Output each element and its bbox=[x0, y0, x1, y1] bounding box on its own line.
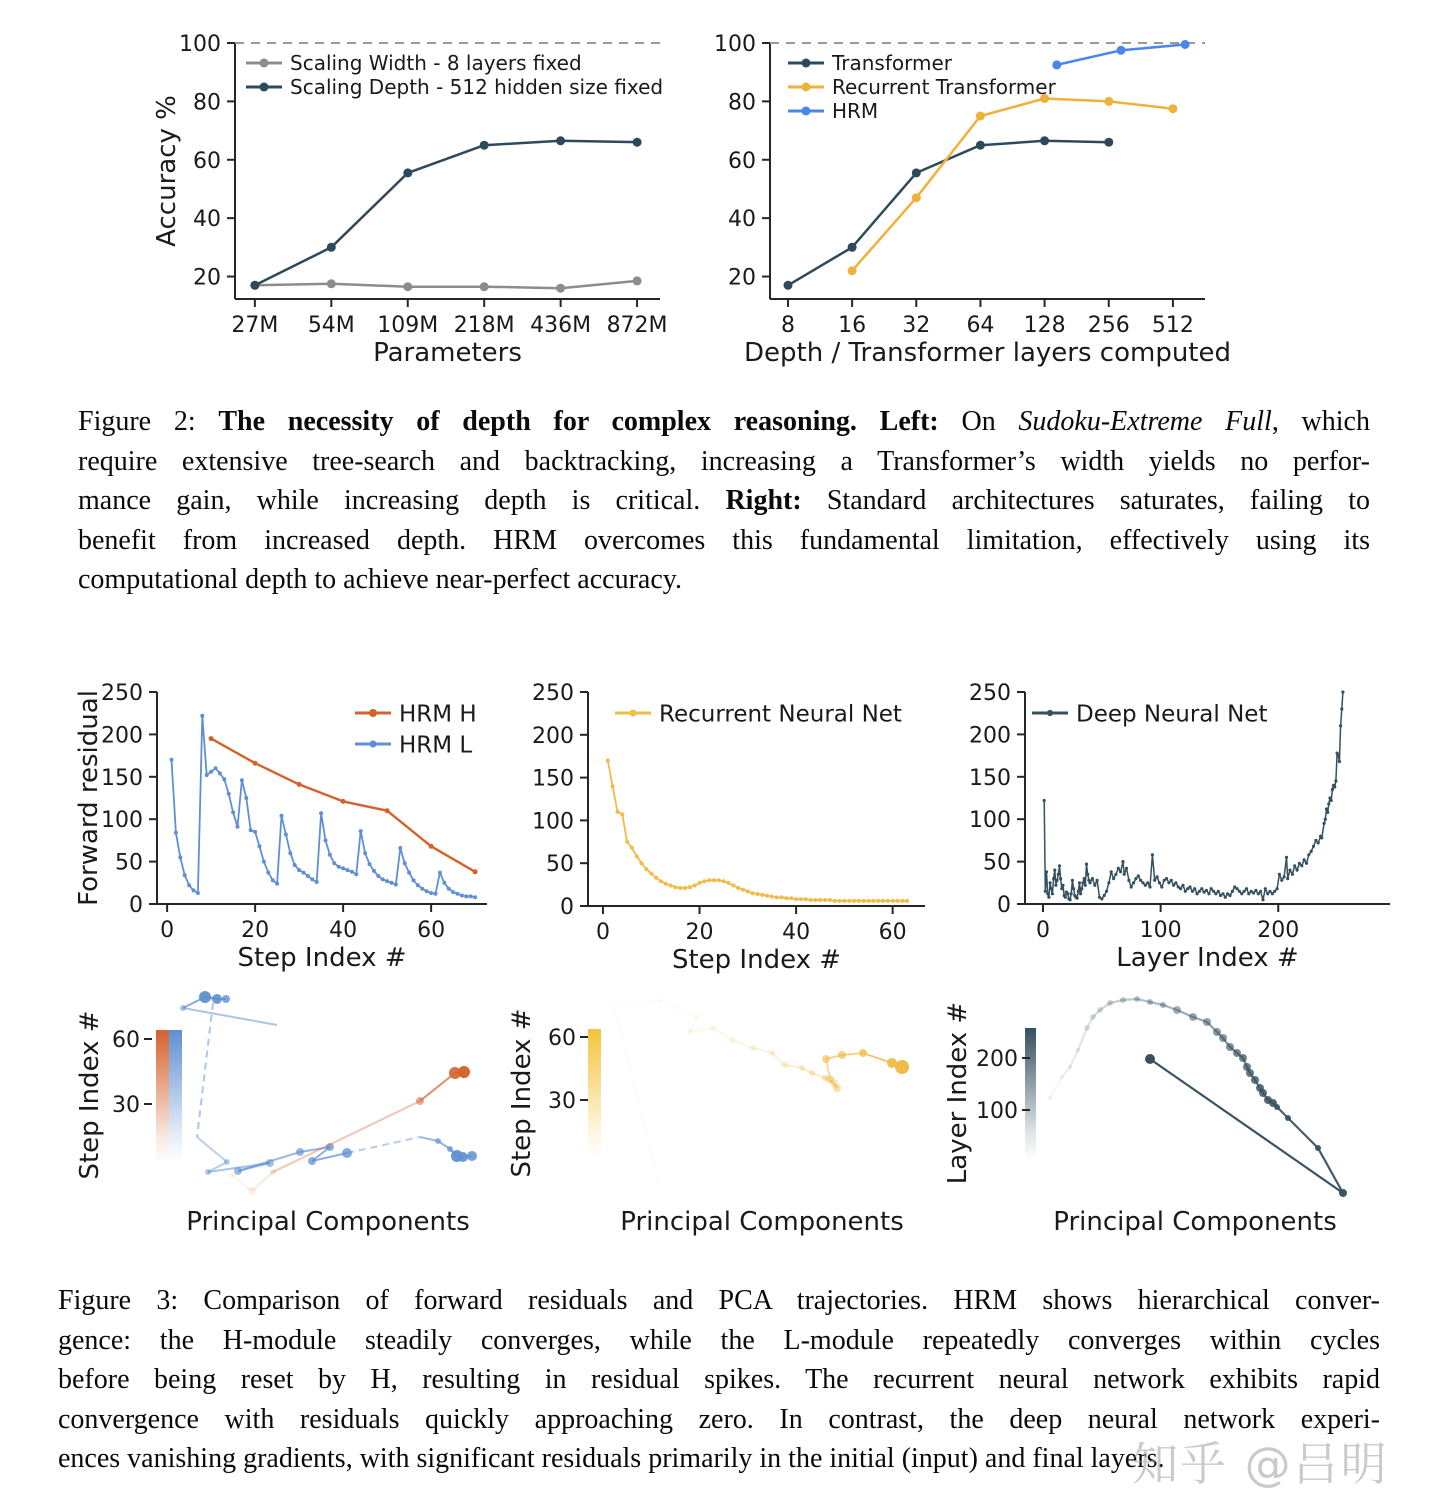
trajectories bbox=[613, 998, 909, 1187]
svg-text:Layer Index #: Layer Index # bbox=[1116, 943, 1299, 973]
svg-text:512: 512 bbox=[1151, 313, 1194, 338]
svg-text:436M: 436M bbox=[530, 313, 592, 338]
caption-line: benefit from increased depth. HRM overcomes this fundamental limitation, effectively using its bbox=[78, 524, 1370, 556]
trajectory bbox=[347, 1137, 420, 1153]
legend-item bbox=[788, 99, 878, 123]
svg-text:60: 60 bbox=[548, 1026, 576, 1051]
caption-line: Figure 3: Comparison of forward residuals and PCA trajectories. HRM shows hierarchical conver- bbox=[58, 1285, 1380, 1316]
trajectory bbox=[613, 998, 909, 1092]
svg-text:16: 16 bbox=[838, 313, 867, 338]
series-Recurrent Neural Net bbox=[606, 759, 909, 903]
svg-text:HRM H: HRM H bbox=[399, 701, 477, 728]
legend-item bbox=[1032, 701, 1267, 727]
legend bbox=[355, 701, 477, 758]
series-Scaling Width - 8 layers fixed bbox=[250, 276, 641, 292]
svg-text:60: 60 bbox=[417, 918, 446, 943]
legend bbox=[615, 701, 902, 727]
trajectory bbox=[420, 1137, 477, 1162]
svg-text:0: 0 bbox=[595, 920, 610, 945]
caption-line: computational depth to achieve near-perfect accuracy. bbox=[78, 564, 682, 595]
svg-text:50: 50 bbox=[115, 850, 143, 876]
trajectory bbox=[197, 1003, 213, 1137]
legend-item bbox=[615, 701, 902, 727]
fig2-left-chart bbox=[150, 10, 710, 368]
svg-text:40: 40 bbox=[728, 207, 756, 233]
svg-text:80: 80 bbox=[728, 90, 756, 116]
legend-item bbox=[246, 51, 582, 75]
svg-text:8: 8 bbox=[780, 313, 795, 338]
caption-line: gence: the H-module steadily converges, while the L-module repeatedly converges within cycles bbox=[58, 1324, 1380, 1356]
svg-text:872M: 872M bbox=[606, 313, 668, 338]
svg-text:Forward residual: Forward residual bbox=[74, 690, 104, 906]
caption-line: Figure 2: The necessity of depth for complex reasoning. Left: On Sudoku-Extreme Full, which bbox=[78, 406, 1370, 437]
svg-text:100: 100 bbox=[179, 32, 221, 57]
legend-item bbox=[355, 701, 477, 727]
trajectory bbox=[615, 1008, 660, 1187]
svg-text:128: 128 bbox=[1023, 313, 1066, 338]
legend-item bbox=[355, 732, 472, 758]
svg-text:54M: 54M bbox=[307, 313, 355, 338]
svg-text:60: 60 bbox=[112, 1028, 140, 1053]
svg-text:30: 30 bbox=[548, 1089, 576, 1114]
svg-text:64: 64 bbox=[966, 313, 995, 338]
svg-text:0: 0 bbox=[997, 893, 1011, 918]
trajectory bbox=[1048, 996, 1347, 1197]
figure3-caption bbox=[58, 1281, 1380, 1479]
svg-text:0: 0 bbox=[160, 918, 175, 943]
legend-item bbox=[788, 75, 1057, 99]
legend bbox=[246, 51, 663, 99]
fig3-rnn-pca-plot bbox=[500, 975, 940, 1265]
svg-text:250: 250 bbox=[532, 681, 574, 706]
svg-text:Step Index #: Step Index # bbox=[75, 1010, 105, 1180]
svg-text:30: 30 bbox=[112, 1093, 140, 1118]
figure2-caption bbox=[78, 402, 1370, 600]
fig3-rnn-residual-chart bbox=[520, 655, 940, 985]
legend-item bbox=[788, 51, 953, 75]
svg-text:150: 150 bbox=[532, 766, 574, 792]
svg-text:100: 100 bbox=[976, 1099, 1018, 1124]
svg-text:250: 250 bbox=[969, 681, 1011, 706]
svg-text:150: 150 bbox=[101, 765, 143, 791]
svg-text:200: 200 bbox=[532, 723, 574, 749]
fig3-hrm-pca-plot bbox=[60, 975, 510, 1265]
colorbar bbox=[976, 1028, 1036, 1160]
svg-text:200: 200 bbox=[101, 723, 143, 749]
series-Recurrent Transformer bbox=[848, 94, 1178, 275]
colorbar bbox=[548, 1026, 601, 1158]
svg-text:Principal Components: Principal Components bbox=[1053, 1207, 1337, 1237]
svg-text:Principal Components: Principal Components bbox=[186, 1207, 470, 1237]
svg-text:250: 250 bbox=[101, 681, 143, 706]
svg-text:109M: 109M bbox=[377, 313, 439, 338]
svg-text:40: 40 bbox=[193, 207, 221, 233]
svg-text:Step Index #: Step Index # bbox=[507, 1008, 537, 1178]
caption-line: before being reset by H, resulting in residual spikes. The recurrent neural network exhibits rapid bbox=[58, 1364, 1380, 1395]
fig3-dnn-residual-chart bbox=[950, 655, 1390, 985]
svg-text:32: 32 bbox=[902, 313, 931, 338]
caption-line: ences vanishing gradients, with significant residuals primarily in the initial (input) and final layers. bbox=[58, 1443, 1165, 1474]
fig3-hrm-residual-chart bbox=[60, 655, 510, 985]
svg-text:20: 20 bbox=[728, 265, 756, 291]
svg-text:100: 100 bbox=[532, 809, 574, 835]
svg-text:Parameters: Parameters bbox=[373, 338, 522, 368]
svg-text:Layer Index #: Layer Index # bbox=[943, 1001, 973, 1185]
svg-text:Principal Components: Principal Components bbox=[620, 1207, 904, 1237]
svg-text:200: 200 bbox=[1257, 918, 1300, 943]
svg-text:20: 20 bbox=[685, 920, 714, 945]
svg-text:50: 50 bbox=[546, 852, 574, 878]
svg-text:Recurrent Neural Net: Recurrent Neural Net bbox=[659, 701, 902, 728]
svg-text:Transformer: Transformer bbox=[832, 51, 953, 76]
legend bbox=[788, 51, 1057, 123]
svg-text:Step Index #: Step Index # bbox=[671, 945, 842, 975]
legend bbox=[1032, 701, 1267, 727]
colorbar bbox=[112, 1028, 182, 1163]
svg-text:60: 60 bbox=[193, 148, 221, 174]
svg-text:Accuracy %: Accuracy % bbox=[152, 95, 182, 247]
caption-line: convergence with residuals quickly approaching zero. In contrast, the deep neural network experi- bbox=[58, 1403, 1380, 1435]
svg-text:20: 20 bbox=[241, 918, 270, 943]
trajectory bbox=[197, 1137, 352, 1175]
legend-item bbox=[246, 75, 663, 99]
svg-text:50: 50 bbox=[983, 850, 1011, 876]
svg-text:Depth / Transformer layers com: Depth / Transformer layers computed bbox=[743, 338, 1232, 368]
svg-text:Step Index #: Step Index # bbox=[237, 943, 407, 973]
svg-text:0: 0 bbox=[560, 895, 574, 920]
svg-text:200: 200 bbox=[969, 723, 1011, 749]
fig3-dnn-pca-plot bbox=[930, 975, 1390, 1265]
trajectory bbox=[180, 991, 277, 1025]
series-Scaling Depth - 512 hidden size fixed bbox=[250, 136, 641, 289]
caption-line: mance gain, while increasing depth is critical. Right: Standard architectures saturates, failing to bbox=[78, 485, 1370, 516]
svg-text:Recurrent Transformer: Recurrent Transformer bbox=[832, 75, 1056, 100]
series-HRM bbox=[1052, 40, 1189, 69]
svg-text:Scaling Depth - 512 hidden siz: Scaling Depth - 512 hidden size fixed bbox=[290, 75, 664, 100]
trajectory bbox=[229, 1066, 470, 1195]
svg-text:150: 150 bbox=[969, 765, 1011, 791]
svg-text:218M: 218M bbox=[453, 313, 515, 338]
svg-text:100: 100 bbox=[969, 808, 1011, 834]
svg-text:60: 60 bbox=[878, 920, 907, 945]
svg-text:27M: 27M bbox=[231, 313, 279, 338]
svg-text:100: 100 bbox=[101, 808, 143, 834]
svg-text:40: 40 bbox=[782, 920, 811, 945]
svg-text:80: 80 bbox=[193, 90, 221, 116]
svg-text:100: 100 bbox=[1139, 918, 1182, 943]
svg-text:200: 200 bbox=[976, 1047, 1018, 1072]
svg-text:HRM L: HRM L bbox=[399, 732, 473, 759]
series-Transformer bbox=[784, 136, 1114, 289]
svg-text:0: 0 bbox=[1035, 918, 1050, 943]
watermark: 知乎 @吕明 bbox=[1132, 1437, 1389, 1491]
svg-text:0: 0 bbox=[129, 893, 143, 918]
svg-text:60: 60 bbox=[728, 148, 756, 174]
svg-text:100: 100 bbox=[714, 32, 756, 57]
trajectories bbox=[1048, 996, 1347, 1197]
svg-text:40: 40 bbox=[329, 918, 358, 943]
fig2-right-chart bbox=[710, 10, 1302, 368]
svg-text:256: 256 bbox=[1087, 313, 1130, 338]
svg-text:HRM: HRM bbox=[832, 99, 879, 124]
caption-line: require extensive tree-search and backtracking, increasing a Transformer’s width yields no perfor- bbox=[78, 445, 1370, 477]
trajectories bbox=[180, 991, 477, 1195]
svg-text:Deep Neural Net: Deep Neural Net bbox=[1076, 701, 1268, 728]
svg-text:Scaling Width - 8 layers fixed: Scaling Width - 8 layers fixed bbox=[290, 51, 582, 76]
svg-text:20: 20 bbox=[193, 265, 221, 291]
